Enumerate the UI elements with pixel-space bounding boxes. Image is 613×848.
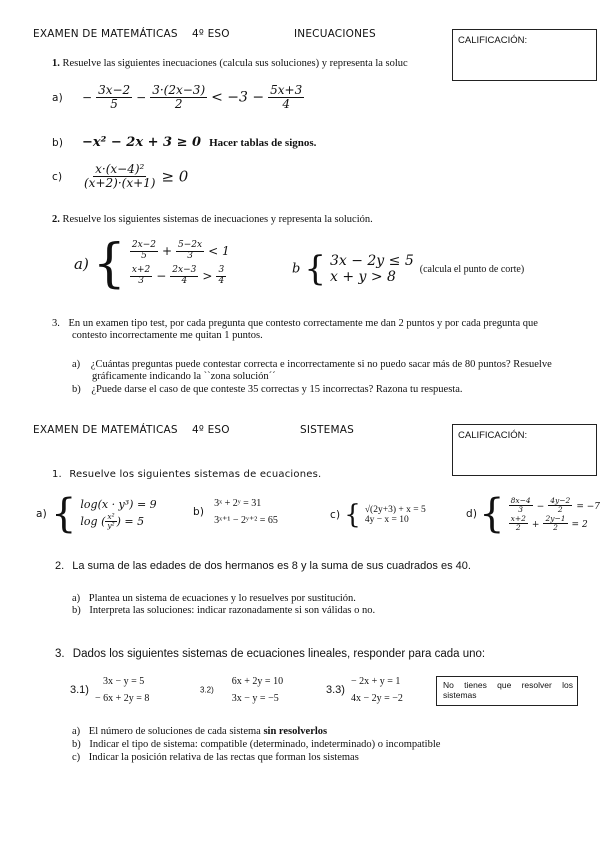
q2b-line1: 3x − 2y ≤ 5 bbox=[329, 253, 414, 269]
s-q3b-line bbox=[72, 739, 440, 750]
s-q1d-system bbox=[509, 496, 600, 532]
q3a-label: a) bbox=[72, 359, 81, 370]
s-q1c-brace: { bbox=[344, 500, 361, 530]
q3-line1 bbox=[52, 318, 538, 329]
s-q1-text: Resuelve los siguientes sistemas de ecuaciones. bbox=[69, 469, 322, 480]
s-q1c-system bbox=[365, 505, 426, 525]
s-q3-sys2 bbox=[200, 676, 283, 704]
q1c-frac: $\frac{\text{x·(x−4)²}}{(x+2)\cdot(x+1)}$ bbox=[84, 162, 156, 191]
s-q3-sys2-eqs bbox=[232, 676, 283, 704]
q3a-text1: ¿Cuántas preguntas puede contestar correcta e incorrectamente si no puedo sacar más de 80 puntos? Resuelve bbox=[90, 359, 552, 370]
s-q3b-label: b) bbox=[72, 739, 81, 750]
s-q1c-line2: 4y − x = 10 bbox=[364, 515, 409, 525]
s-q1a-line2: log ( $\frac{\text{x²}}{\text{y²}}$ ) = 5 bbox=[80, 511, 145, 530]
s-q1c bbox=[330, 502, 426, 528]
q1-text: Resuelve las siguientes inecuaciones (calcula sus soluciones) y representa la soluc bbox=[62, 58, 408, 69]
s-q1-line bbox=[52, 469, 321, 480]
s-q3-sys1-eqs bbox=[95, 676, 149, 704]
exam2-score-label: CALIFICACIÓN: bbox=[458, 430, 528, 441]
q1a-frac3: $\frac{5x+3}{4}$ bbox=[270, 83, 303, 112]
s-q3c-text: Indicar la posición relativa de las rectas que forman los sistemas bbox=[88, 752, 359, 763]
s-q1b-line1: 3ˣ + 2ʸ = 31 bbox=[214, 498, 262, 509]
q3a-text2: gráficamente indicando la ``zona solución´´ bbox=[92, 371, 276, 382]
q1b-expr: −x² − 2x + 3 ≥ 0 bbox=[82, 135, 202, 150]
q1a-mid: < −3 − bbox=[211, 89, 265, 106]
s-q3a-text: El número de soluciones de cada sistema bbox=[88, 726, 261, 737]
q1a: a) − $\frac{3x-2}{5}$ − $\frac{3\cdot(2x-3)}{2}$ < −3 − $\frac{5x+3}{4}$ bbox=[52, 83, 303, 112]
s-q2b-line bbox=[72, 605, 375, 616]
s-q3-sys3-line1: − 2x + y = 1 bbox=[350, 676, 401, 687]
s-q2-line bbox=[55, 560, 471, 572]
exam2-score-box bbox=[452, 424, 597, 476]
s-q2-text: La suma de las edades de dos hermanos es 8 y la suma de sus cuadrados es 40. bbox=[72, 560, 471, 572]
s-q1d-line2: $\frac{x+2}{2}$ + $\frac{2y-1}{2}$ = 2 bbox=[510, 513, 588, 532]
q2b-brace: { bbox=[304, 249, 326, 289]
q2a-system bbox=[130, 241, 230, 287]
s-q2a-line bbox=[72, 593, 356, 604]
exam2-title: EXAMEN DE MATEMÁTICAS bbox=[33, 424, 178, 436]
q1b-label: b) bbox=[52, 137, 64, 149]
q1-number: 1. bbox=[52, 58, 60, 69]
s-q3-sys1-line1: 3x − y = 5 bbox=[102, 676, 145, 687]
exam1-score-box bbox=[452, 29, 597, 81]
s-q3-sys3-line2: 4x − 2y = −2 bbox=[350, 693, 403, 704]
s-q1b bbox=[193, 498, 278, 526]
s-q2b-label: b) bbox=[72, 605, 81, 616]
s-q2a-text: Plantea un sistema de ecuaciones y lo resuelves por sustitución. bbox=[88, 593, 356, 604]
s-q3-sys2-label: 3.2) bbox=[200, 685, 214, 695]
s-q1a-system bbox=[80, 498, 156, 531]
s-q3b-text: Indicar el tipo de sistema: compatible (determinado, indeterminado) o incompatible bbox=[89, 739, 441, 750]
exam1-topic: INECUACIONES bbox=[294, 28, 376, 40]
q1c-rel: ≥ 0 bbox=[161, 167, 189, 186]
s-q1a-label: a) bbox=[36, 508, 47, 520]
s-q1b-label: b) bbox=[193, 506, 205, 518]
s-q1d-brace: { bbox=[479, 491, 505, 537]
s-q3a-line bbox=[72, 726, 327, 737]
s-q1d bbox=[466, 491, 600, 537]
q2b-line2: x + y > 8 bbox=[329, 269, 396, 285]
s-q1a-brace: { bbox=[50, 491, 77, 537]
s-q3-sys2-line1: 6x + 2y = 10 bbox=[231, 676, 284, 687]
q3b-text: ¿Puede darse el caso de que conteste 35 correctas y 15 incorrectas? Razona tu respuesta. bbox=[91, 384, 463, 395]
s-q3-number: 3. bbox=[55, 648, 65, 660]
q2a-brace: { bbox=[92, 234, 126, 294]
s-q3c-line bbox=[72, 752, 359, 763]
s-q1d-line1: $\frac{8x-4}{3}$ − $\frac{4y-2}{2}$ = −7 bbox=[510, 495, 600, 514]
s-q3a-bold: sin resolverlos bbox=[263, 726, 328, 737]
s-q1b-system bbox=[214, 498, 278, 526]
s-q3c-label: c) bbox=[72, 752, 81, 763]
exam2-topic: SISTEMAS bbox=[300, 424, 354, 436]
q2b bbox=[292, 249, 525, 289]
exam1-title: EXAMEN DE MATEMÁTICAS bbox=[33, 28, 178, 40]
s-q3-line bbox=[55, 648, 485, 660]
s-q3-sys1 bbox=[70, 676, 149, 704]
s-q3-text: Dados los siguientes sistemas de ecuaciones lineales, responder para cada uno: bbox=[72, 648, 486, 660]
s-q1-number: 1. bbox=[52, 469, 62, 480]
q1a-frac2: $\frac{3\cdot(2x-3)}{2}$ bbox=[152, 83, 206, 112]
q1a-label: a) bbox=[52, 91, 63, 104]
q3b-label: b) bbox=[72, 384, 81, 395]
q2b-note: (calcula el punto de corte) bbox=[419, 263, 525, 275]
s-q3-sys1-label: 3.1) bbox=[70, 684, 89, 696]
s-q2a-label: a) bbox=[72, 593, 81, 604]
q1b bbox=[52, 133, 316, 151]
q2a-label: a) bbox=[74, 255, 89, 273]
exam1-grade: 4º ESO bbox=[192, 28, 230, 40]
q2b-system bbox=[330, 253, 414, 285]
q1c-label: c) bbox=[52, 170, 63, 183]
s-q3-sys2-line2: 3x − y = −5 bbox=[231, 693, 279, 704]
q2a bbox=[74, 234, 230, 294]
q3b-line bbox=[72, 384, 463, 395]
q3-text2: contesto incorrectamente me quitan 1 puntos. bbox=[72, 330, 263, 341]
exam2-grade: 4º ESO bbox=[192, 424, 230, 436]
q2a-line2: $\frac{x+2}{3}$ − $\frac{2x-3}{4}$ > $\frac{3}{4}$ bbox=[131, 265, 225, 286]
s-q1d-label: d) bbox=[466, 508, 478, 520]
s-q1a bbox=[36, 491, 157, 537]
s-q1a-line1: log(x · y³) = 9 bbox=[80, 497, 157, 511]
q2-line bbox=[52, 214, 373, 225]
s-q2b-text: Interpreta las soluciones: indicar razonadamente si son válidas o no. bbox=[89, 605, 376, 616]
q3-number: 3. bbox=[52, 318, 60, 329]
q3a-line1 bbox=[72, 359, 552, 370]
q1-line bbox=[52, 58, 408, 69]
s-q3-sys3-eqs bbox=[351, 676, 403, 704]
s-q3-sys3-label: 3.3) bbox=[326, 684, 345, 696]
q2-text: Resuelve los siguientes sistemas de inecuaciones y representa la solución. bbox=[62, 214, 373, 225]
s-q1c-label: c) bbox=[330, 509, 341, 521]
s-q3-sys3 bbox=[326, 676, 403, 704]
q1a-frac1: $\frac{3x-2}{5}$ bbox=[98, 83, 131, 112]
q2a-line1: $\frac{2x-2}{5}$ + $\frac{5-2x}{3}$ < 1 bbox=[131, 240, 230, 262]
q3-text1: En un examen tipo test, por cada pregunta que contesto correctamente me dan 2 puntos y por cada pregunta que bbox=[68, 318, 538, 329]
s-q2-number: 2. bbox=[55, 560, 65, 572]
q1b-note: Hacer tablas de signos. bbox=[209, 137, 317, 149]
s-q1c-line1: √(2y+3) + x = 5 bbox=[364, 505, 426, 515]
s-q3a-label: a) bbox=[72, 726, 81, 737]
exam1-score-label: CALIFICACIÓN: bbox=[458, 35, 528, 46]
s-q1b-line2: 3ˣ⁺¹ − 2ʸ⁺² = 65 bbox=[214, 515, 278, 526]
q1c bbox=[52, 163, 188, 190]
q2b-label: b bbox=[292, 261, 301, 277]
q2-number: 2. bbox=[52, 214, 60, 225]
s-q3-sys1-line2: − 6x + 2y = 8 bbox=[94, 693, 150, 704]
s-q3-note: No tienes que resolver los sistemas bbox=[443, 680, 573, 700]
s-q3-note-box bbox=[436, 676, 578, 706]
